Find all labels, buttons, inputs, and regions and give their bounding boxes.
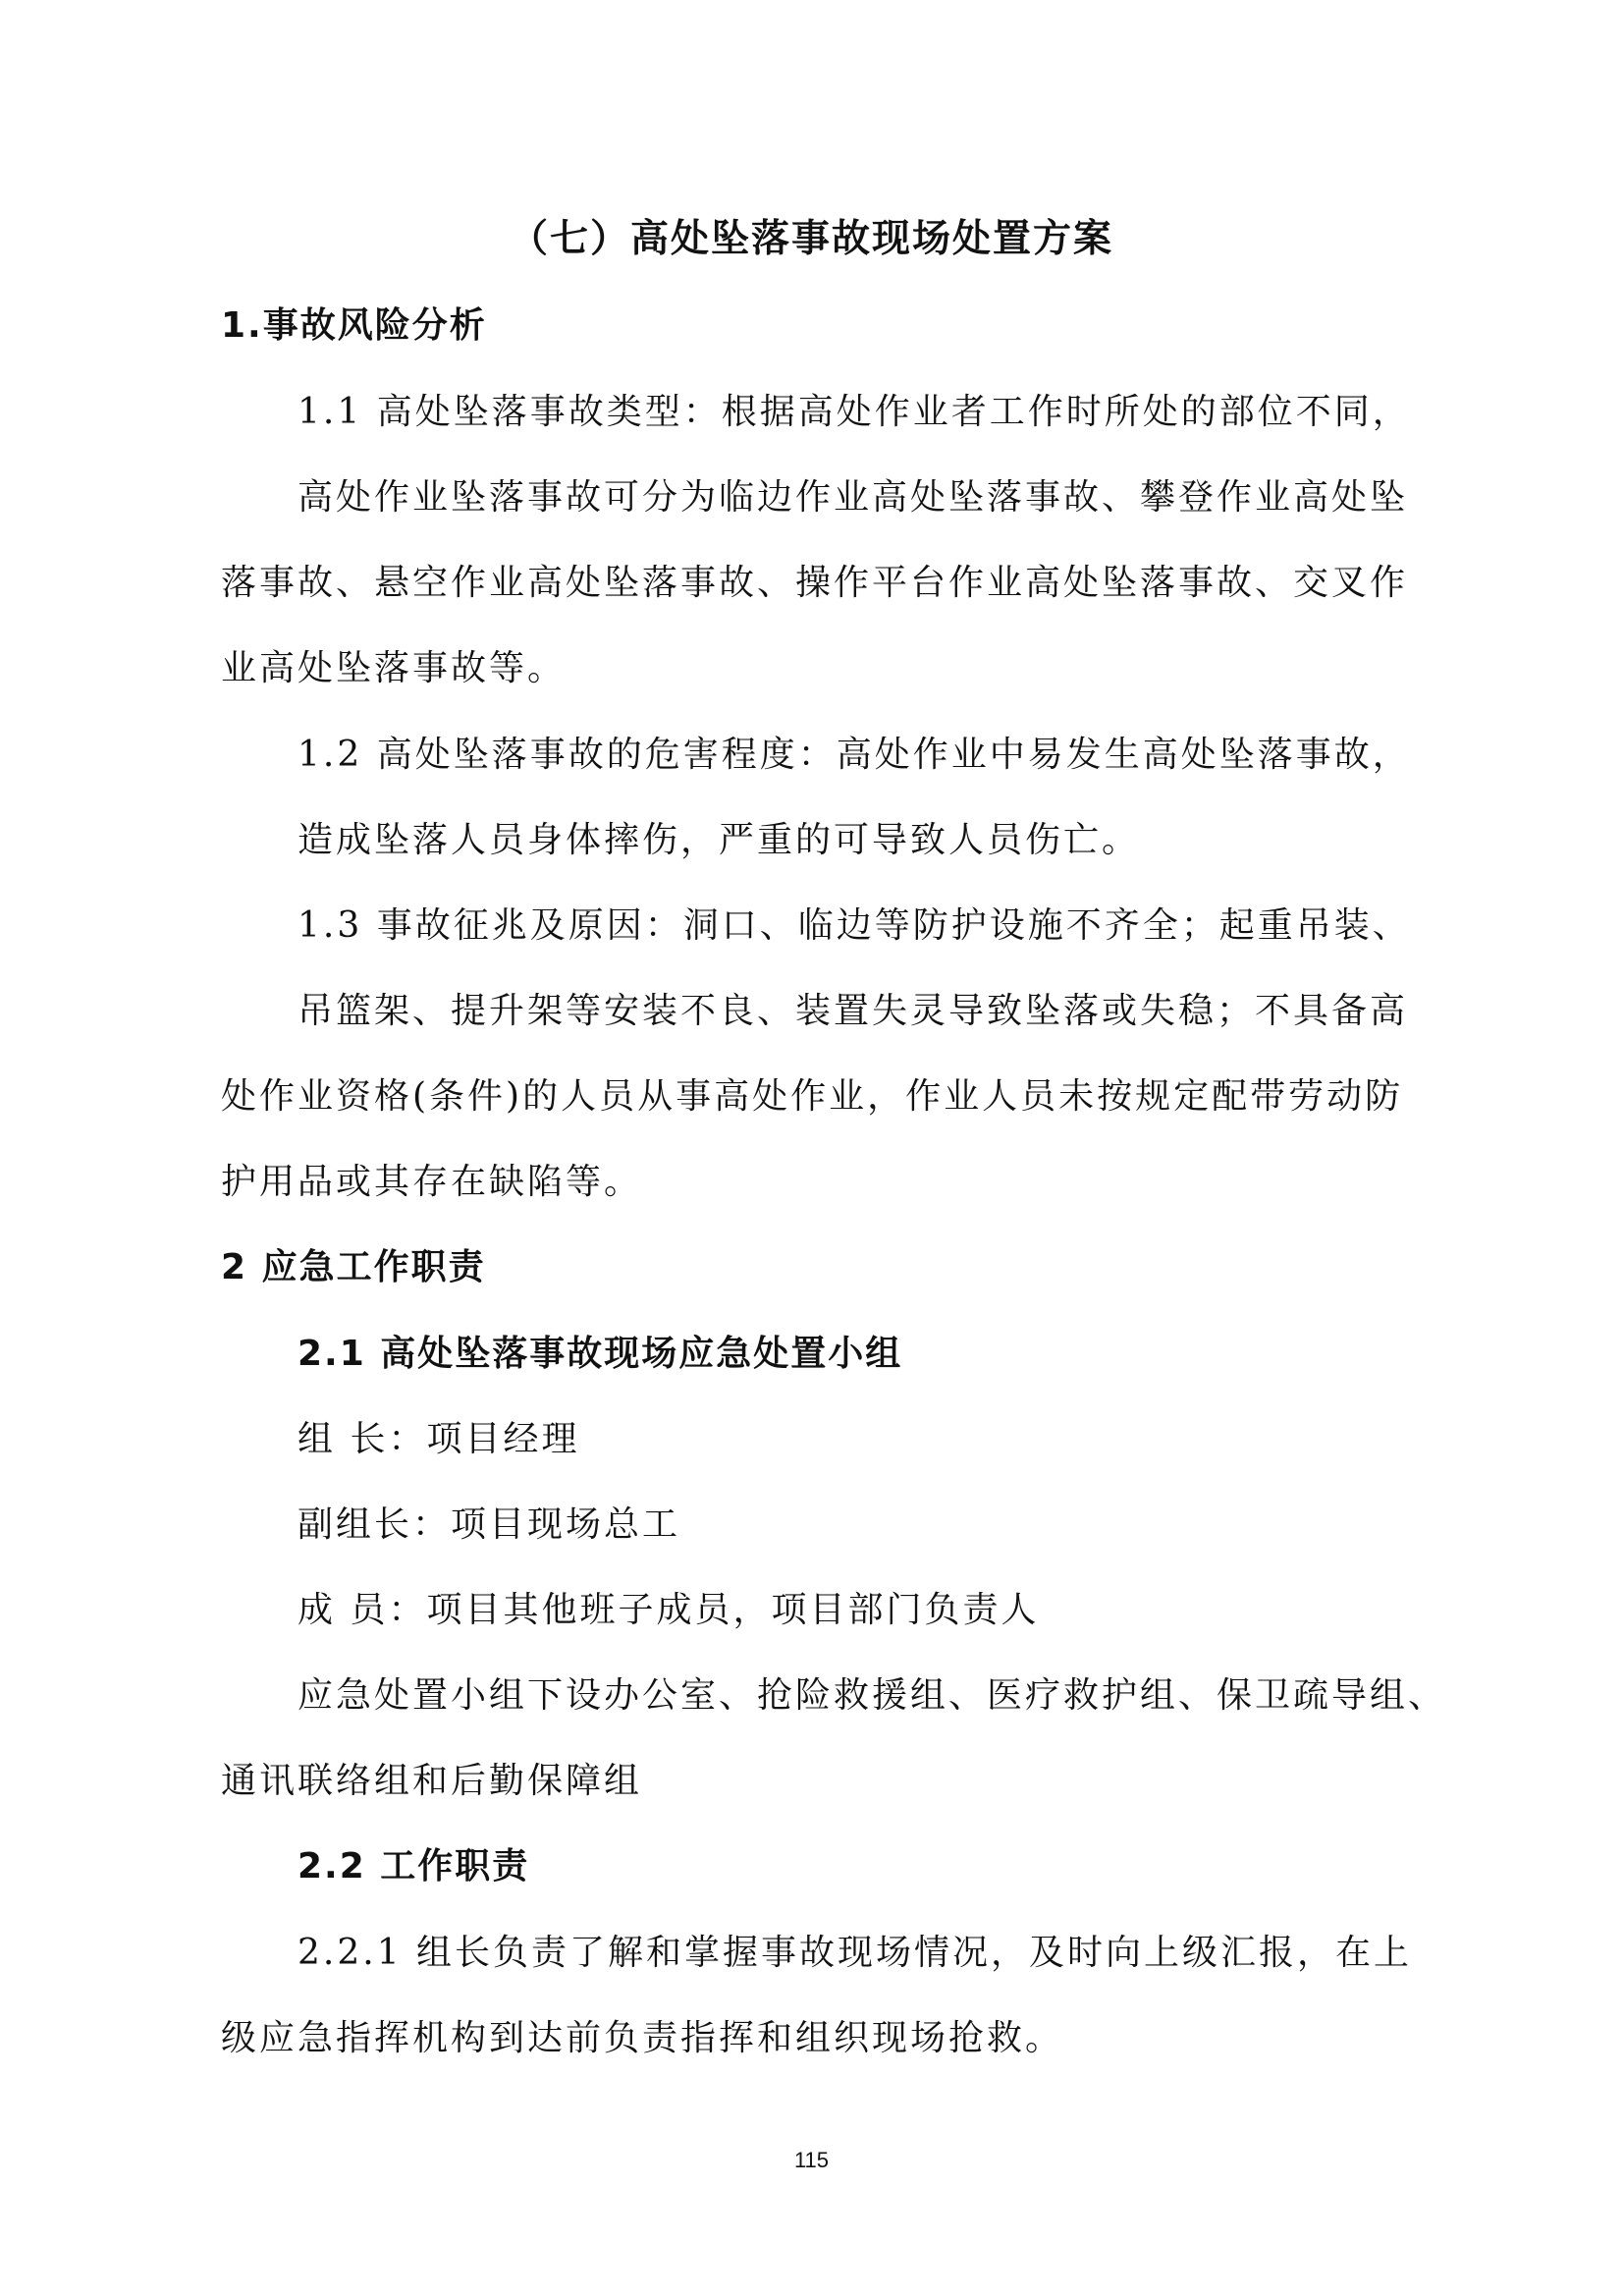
paragraph-line: 业高处坠落事故等。 [221, 648, 567, 688]
paragraph-line: 2.2.1 组长负责了解和掌握事故现场情况，及时向上级汇报，在上 [298, 1933, 1413, 1973]
team-members-line: 成 员：项目其他班子成员，项目部门负责人 [298, 1590, 1040, 1630]
subsection-heading-response-team: 2.1 高处坠落事故现场应急处置小组 [298, 1334, 903, 1374]
paragraph-line: 护用品或其存在缺陷等。 [221, 1162, 643, 1202]
subsection-heading-work-duties: 2.2 工作职责 [298, 1846, 530, 1886]
paragraph-line: 落事故、悬空作业高处坠落事故、操作平台作业高处坠落事故、交叉作 [221, 563, 1409, 603]
paragraph-line: 1.2 高处坠落事故的危害程度：高处作业中易发生高处坠落事故， [298, 735, 1411, 775]
paragraph-line: 造成坠落人员身体摔伤，严重的可导致人员伤亡。 [298, 820, 1141, 860]
paragraph-line: 高处作业坠落事故可分为临边作业高处坠落事故、攀登作业高处坠 [298, 477, 1409, 518]
paragraph-line: 处作业资格(条件)的人员从事高处作业，作业人员未按规定配带劳动防 [221, 1076, 1404, 1117]
team-leader-line: 组 长：项目经理 [298, 1419, 580, 1459]
paragraph-line: 通讯联络组和后勤保障组 [221, 1761, 643, 1801]
section-heading-risk-analysis: 1.事故风险分析 [221, 305, 487, 346]
paragraph-line: 1.3 事故征兆及原因：洞口、临边等防护设施不齐全；起重吊装、 [298, 905, 1411, 946]
page-title: （七）高处坠落事故现场处置方案 [509, 217, 1113, 261]
paragraph-line: 级应急指挥机构到达前负责指挥和组织现场抢救。 [221, 2018, 1064, 2058]
deputy-leader-line: 副组长：项目现场总工 [298, 1504, 681, 1545]
paragraph-line: 应急处置小组下设办公室、抢险救援组、医疗救护组、保卫疏导组、 [298, 1675, 1447, 1716]
paragraph-line: 1.1 高处坠落事故类型：根据高处作业者工作时所处的部位不同， [298, 392, 1411, 432]
paragraph-line: 吊篮架、提升架等安装不良、装置失灵导致坠落或失稳；不具备高 [298, 991, 1409, 1031]
page-number: 115 [793, 2148, 830, 2172]
section-heading-emergency-duties: 2 应急工作职责 [221, 1247, 486, 1287]
